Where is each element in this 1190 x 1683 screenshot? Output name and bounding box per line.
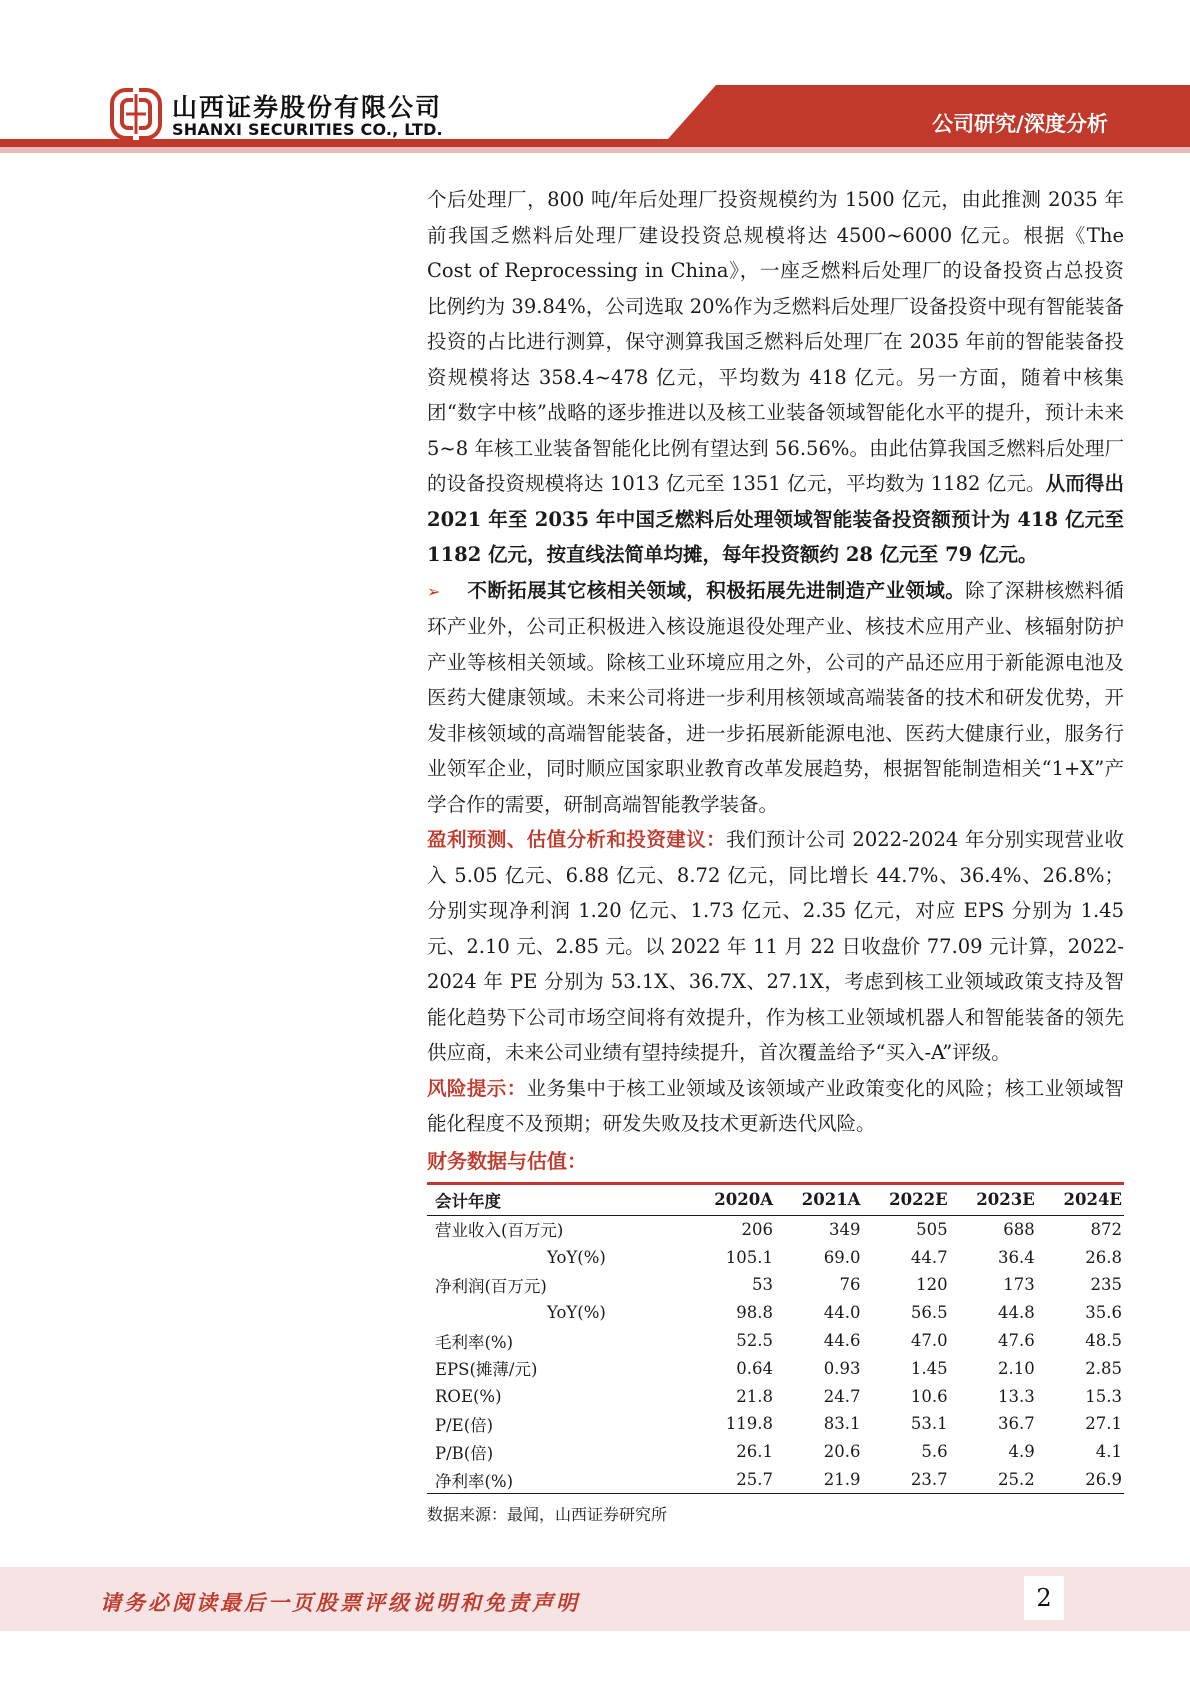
table-cell: 2.10 [998, 1358, 1035, 1378]
row-label: YoY(%) [547, 1247, 606, 1267]
row-label: P/E(倍) [435, 1415, 494, 1435]
table-cell: 36.4 [998, 1247, 1035, 1267]
paragraph-post-processing [427, 182, 1124, 573]
table-cell: 688 [1003, 1219, 1035, 1239]
table-cell: 98.8 [736, 1303, 773, 1323]
table-row [427, 1327, 1124, 1355]
table-cell: 83.1 [823, 1414, 861, 1434]
table-cell: 5.6 [921, 1442, 948, 1462]
financial-table [427, 1182, 1124, 1495]
table-row [427, 1466, 1124, 1494]
section-label: 公司研究/深度分析 [932, 112, 1108, 136]
row-label: P/B(倍) [435, 1443, 494, 1463]
table-cell: 21.9 [823, 1470, 861, 1490]
column-header: 2024E [1063, 1190, 1122, 1209]
table-cell: 13.3 [998, 1386, 1035, 1406]
table-cell: 35.6 [1085, 1303, 1122, 1323]
table-row [427, 1299, 1124, 1327]
table-row [427, 1243, 1124, 1271]
row-label: YoY(%) [547, 1303, 606, 1323]
table-row [427, 1410, 1124, 1438]
column-header: 2022E [889, 1190, 948, 1209]
forecast-label: 盈利预测、估值分析和投资建议： [427, 828, 727, 851]
table-cell: 56.5 [910, 1303, 948, 1323]
table-cell: 26.8 [1085, 1247, 1122, 1267]
table-cell: 36.7 [998, 1414, 1035, 1434]
row-label: 净利润(百万元) [435, 1276, 547, 1296]
table-cell: 105.1 [725, 1247, 773, 1267]
table-cell: 76 [839, 1275, 861, 1295]
row-label: ROE(%) [435, 1386, 502, 1406]
table-cell: 48.5 [1085, 1331, 1122, 1351]
table-cell: 206 [741, 1219, 773, 1239]
risk-label: 风险提示： [427, 1076, 527, 1100]
page-header [0, 0, 1190, 165]
table-cell: 53 [752, 1275, 773, 1295]
paragraph-text: 我们预计公司 2022-2024 年分别实现营业收入 5.05 亿元、6.88 亿元、8.72 亿元，同比增长 44.7%、36.4%、26.8%；分别实现净利润 1.20 亿元、1.73 亿元、2.35 亿元，对应 EPS 分别为 1.45 元、2.10 元、2.85 元。以 2022 年 11 月 22 日收盘价 77.09 元计算，2022-2024 年 PE 分别为 53.1X、36.7X、27.1X，考虑到核工业领域政策支持及智能化趋势下公司市场空间将有效提升，作为核工业领域机器人和智能装备的领先供应商，未来公司业绩有望持续提升，首次覆盖给予“买入-A”评级。 [427, 828, 1124, 1064]
paragraph-forecast [427, 822, 1124, 1071]
table-cell: 24.7 [823, 1386, 861, 1406]
paragraph-bold-conclusion: 从而得出 2021 年至 2035 年中国乏燃料后处理领域智能装备投资额预计为 418 亿元至 1182 亿元，按直线法简单均摊，每年投资额约 28 亿元至 79 亿元。 [427, 472, 1124, 566]
table-cell: 120 [916, 1275, 948, 1295]
table-cell: 52.5 [736, 1331, 773, 1351]
company-logo-icon [110, 88, 162, 140]
table-cell: 0.93 [823, 1358, 861, 1378]
table-cell: 235 [1090, 1275, 1122, 1295]
column-header: 2020A [714, 1190, 773, 1209]
table-row [427, 1215, 1124, 1243]
brand-name-cn: 山西证券股份有限公司 [172, 93, 443, 122]
page-number: 2 [1024, 1576, 1064, 1620]
table-cell: 505 [916, 1219, 948, 1239]
paragraph-text: 业务集中于核工业领域及该领域产业政策变化的风险；核工业领域智能化程度不及预期；研发失败及技术更新迭代风险。 [427, 1076, 1124, 1135]
data-source-note: 数据来源：最闻，山西证券研究所 [427, 1505, 668, 1525]
column-header: 2021A [801, 1190, 861, 1209]
table-title: 财务数据与估值： [427, 1148, 587, 1173]
table-cell: 21.8 [736, 1386, 773, 1406]
row-label: EPS(摊薄/元) [435, 1360, 538, 1380]
table-cell: 4.1 [1095, 1442, 1122, 1462]
paragraph-expansion [427, 573, 1124, 823]
table-cell: 53.1 [910, 1414, 948, 1434]
table-row [427, 1382, 1124, 1410]
bullet-arrow-icon: ➢ [427, 581, 441, 601]
table-cell: 69.0 [823, 1247, 861, 1267]
column-header: 2023E [976, 1190, 1035, 1209]
table-row [427, 1438, 1124, 1466]
table-cell: 2.85 [1085, 1358, 1122, 1378]
table-cell: 119.8 [725, 1414, 773, 1434]
table-cell: 349 [828, 1219, 861, 1239]
table-cell: 1.45 [910, 1358, 948, 1378]
table-cell: 23.7 [910, 1470, 948, 1490]
main-content [427, 182, 1124, 1525]
table-cell: 47.0 [910, 1331, 948, 1351]
paragraph-text: 个后处理厂，800 吨/年后处理厂投资规模约为 1500 亿元，由此推测 2035 年前我国乏燃料后处理厂建设投资总规模将达 4500~6000 亿元。根据《The Cost of Reprocessing in China》，一座乏燃料后处理厂的设备投资占总投资比例约为 39.84%，公司选取 20%作为乏燃料后处理厂设备投资中现有智能装备投资的占比进行测算，保守测算我国乏燃料后处理厂在 2035 年前的智能装备投资规模将达 358.4~478 亿元，平均数为 418 亿元。另一方面，随着中核集团“数字中核”战略的逐步推进以及核工业装备领域智能化水平的提升，预计未来 5~8 年核工业装备智能化比例有望达到 56.56%。由此估算我国乏燃料后处理厂的设备投资规模将达 1013 亿元至 1351 亿元，平均数为 1182 亿元。 [427, 188, 1124, 495]
table-cell: 25.7 [736, 1470, 773, 1490]
table-cell: 26.9 [1085, 1470, 1122, 1490]
table-cell: 872 [1090, 1219, 1122, 1239]
row-label: 净利率(%) [435, 1471, 514, 1491]
table-cell: 27.1 [1085, 1414, 1122, 1434]
table-cell: 0.64 [736, 1358, 773, 1378]
table-cell: 4.9 [1008, 1442, 1035, 1462]
table-cell: 15.3 [1085, 1386, 1122, 1406]
table-row [427, 1354, 1124, 1382]
table-row [427, 1271, 1124, 1299]
table-cell: 44.8 [998, 1303, 1035, 1323]
table-cell: 44.6 [823, 1331, 861, 1351]
table-cell: 20.6 [823, 1442, 861, 1462]
paragraph-bold-lead: 不断拓展其它核相关领域，积极拓展先进制造产业领域。 [467, 578, 966, 602]
table-header-row [427, 1183, 1124, 1215]
table-cell: 26.1 [736, 1442, 773, 1462]
brand-name-en: SHANXI SECURITIES CO., LTD. [172, 120, 443, 139]
paragraph-risk [427, 1071, 1124, 1142]
footer-disclaimer: 请务必阅读最后一页股票评级说明和免责声明 [100, 1590, 580, 1615]
table-cell: 173 [1003, 1275, 1035, 1295]
row-label: 营业收入(百万元) [435, 1221, 564, 1241]
table-cell: 44.7 [910, 1247, 948, 1267]
table-cell: 10.6 [910, 1386, 948, 1406]
column-header: 会计年度 [435, 1191, 501, 1211]
table-cell: 44.0 [823, 1303, 861, 1323]
paragraph-text: 除了深耕核燃料循环产业外，公司正积极进入核设施退役处理产业、核技术应用产业、核辐射防护产业等核相关领域。除核工业环境应用之外，公司的产品还应用于新能源电池及医药大健康领域。未来公司将进一步利用核领域高端装备的技术和研发优势，开发非核领域的高端智能装备，进一步拓展新能源电池、医药大健康行业，服务行业领军企业，同时顺应国家职业教育改革发展趋势，根据智能制造相关“1+X”产学合作的需要，研制高端智能教学装备。 [427, 578, 1124, 816]
table-cell: 47.6 [998, 1331, 1035, 1351]
table-cell: 25.2 [998, 1470, 1035, 1490]
row-label: 毛利率(%) [435, 1332, 514, 1352]
